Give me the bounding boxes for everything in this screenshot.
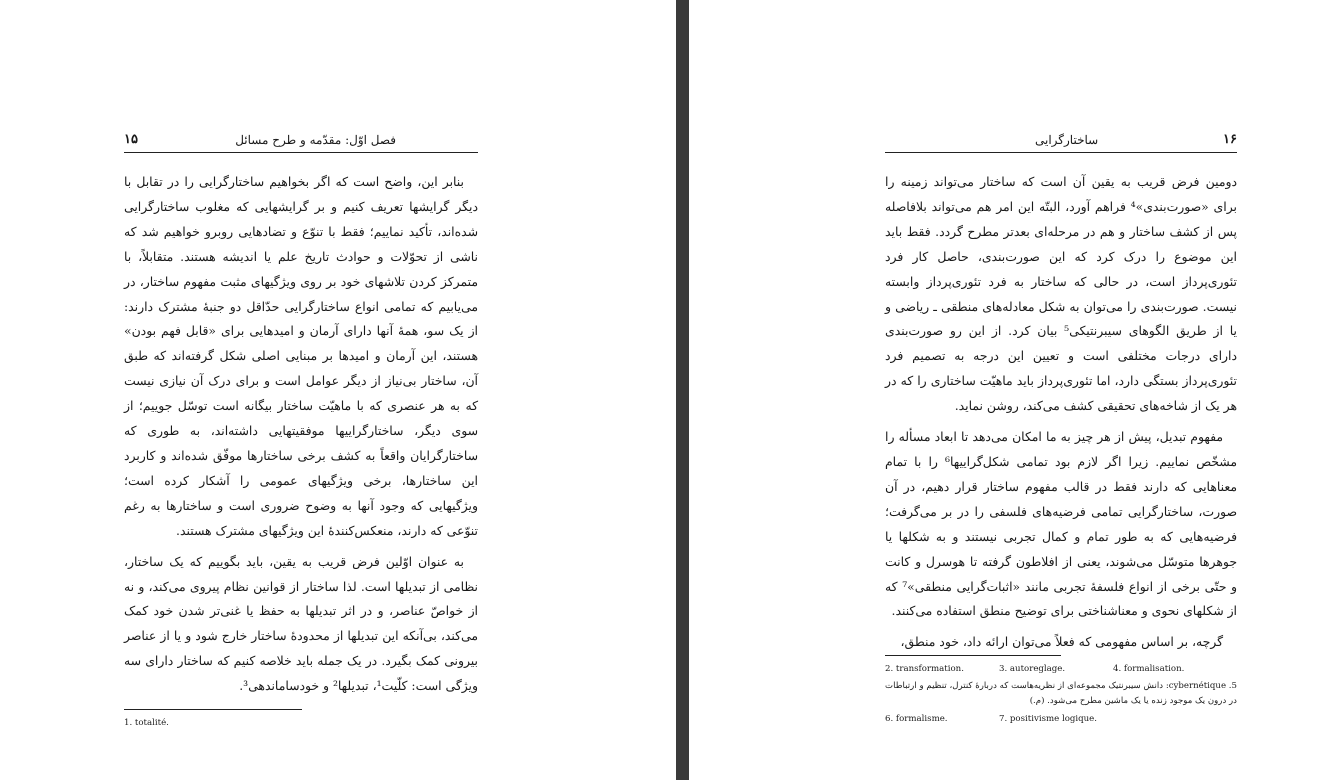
footnote-4: 4. formalisation.	[1113, 664, 1185, 674]
footnote-5: 5. cybernétique: دانش سیبرنتیک مجموعه‌ای از نظریه‌هاست که دربارهٔ کنترل، تنظیم و ارتباطات در درون یک موجود زنده یا یک ماشین مطرح می‌شود. (م.)	[885, 681, 1237, 706]
footnote-row	[885, 662, 1237, 677]
chapter-title: فصل اوّل: مقدّمه و طرح مسائل	[235, 133, 396, 147]
footnote-2: 2. transformation.	[885, 664, 964, 674]
body-text	[124, 170, 478, 705]
running-header	[124, 132, 478, 153]
paragraph: دومین فرض قریب به یقین آن است که ساختار می‌تواند زمینه را برای «صورت‌بندی»⁴ فراهم آورد، البتّه این امر هم می‌تواند بلافاصله پس از کشف ساختار و هم در مرحله‌ای بعدتر مطرح گردد. فقط باید این موضوع را درک کرد که این صورت‌بندی، حاصل کار فرد تئوری‌پرداز است، در حالی که ساختار به فرد تئوری‌پرداز وابسته نیست. صورت‌بندی را می‌توان به شکل معادله‌های منطقی ـ ریاضی و یا از طریق الگوهای سیبرنتیکی⁵ بیان کرد. از این رو صورت‌بندی دارای درجات مختلفی است و تعیین این درجه به تصمیم فرد تئوری‌پرداز بستگی دارد، اما تئوری‌پرداز باید ماهیّت ساختاری را که در هر یک از شاخه‌های تحقیقی کشف می‌کند، روشن نماید.	[885, 174, 1237, 414]
paragraph: بنابر این، واضح است که اگر بخواهیم ساختارگرایی را در تقابل با دیگر گرایشها تعریف کنیم و بر گرایشهایی که مغلوب ساختارگرایی شده‌اند، تأکید نماییم؛ فقط با تنوّع و تضادهایی روبرو خواهیم شد که ناشی از تحوّلات و حوادث تاریخ علم یا اندیشه هستند. متقابلاً، با متمرکز کردن تلاشهای خود بر روی ویژگیهای مثبت مفهوم ساختار، در می‌یابیم که تمامی انواع ساختارگرایی حدّاقل دو جنبهٔ مشترک دارند: از یک سو، همهٔ آنها دارای آرمان و امیدهایی برای «قابل فهم بودن» هستند، این آرمان و امیدها بر مبنایی اصلی شکل گرفته‌اند که طبق آن، ساختار بی‌نیاز از دیگر عوامل است و برای درک آن نیازی نیست که به هر عنصری که با ماهیّت ساختار بیگانه است توسّل جوییم؛ از سوی دیگر، ساختارگراییها موفقیتهایی داشته‌اند، به طوری که ساختارگرایان واقعاً به کشف برخی ساختارها موفّق شده‌اند و کاربرد این ساختارها، برخی ویژگیهای عمومی را آشکار کرده است؛ ویژگیهایی که وجود آنها به وضوح ضروری است و ساختارها به رغم تنوّعی که دارند، منعکس‌کنندهٔ این ویژگیهای مشترک هستند.	[124, 174, 478, 538]
paragraph: مفهوم تبدیل، پیش از هر چیز به ما امکان می‌دهد تا ابعاد مسأله را مشخّص نماییم. زیرا اگر لازم بود تمامی شکل‌گراییها⁶ را با تمام معناهایی که دارند فقط در قالب مفهوم ساختار قرار دهیم، در آن صورت، ساختارگرایی تمامی فرضیه‌های فلسفی را در بر می‌گرفت؛ فرضیه‌هایی که به طور تمام و کمال تجربی نیستند و به شکلها یا جوهرها متوسّل می‌شوند، یعنی از افلاطون گرفته تا هوسرل و کانت و حتّی برخی از انواع فلسفهٔ تجربی مانند «اثبات‌گرایی منطقی»⁷ که از شکلهای نحوی و معناشناختی برای توضیح منطق استفاده می‌کنند.	[885, 429, 1237, 619]
running-header	[885, 132, 1237, 153]
footnote-row	[124, 716, 478, 731]
footnote-7: 7. positivisme logique.	[999, 714, 1097, 724]
page-number: ۱۶	[1223, 132, 1237, 147]
paragraph: به عنوان اوّلین فرض قریب به یقین، باید بگوییم که یک ساختار، نظامی از تبدیلها است. لذا ساختار از قوانین نظام پیروی می‌کند، و نه از خواصّ عناصر، و در اثر تبدیلها به حفظ یا غنی‌تر شدن خود کمک می‌کند، بی‌آنکه این تبدیلها از محدودهٔ ساختار خارج شود و یا از عناصر بیرونی کمک بگیرد. در یک جمله باید خلاصه کنیم که ساختار دارای سه ویژگی است: کلّیت¹، تبدیلها² و خودساماندهی³.	[124, 553, 478, 694]
book-title: ساختارگرایی	[1035, 133, 1099, 147]
footnote-6: 6. formalisme.	[885, 714, 948, 724]
footnote-3: 3. autoreglage.	[999, 664, 1066, 674]
paragraph: گرچه، بر اساس مفهومی که فعلاً می‌توان ارائه داد، خود منطق،	[900, 634, 1223, 650]
footnotes	[885, 662, 1237, 727]
footnote-rule	[885, 655, 1061, 656]
footnote-row	[885, 712, 1237, 727]
footnote-rule	[124, 709, 302, 710]
footnote-1: 1. totalité.	[124, 718, 169, 728]
right-page	[689, 0, 1330, 780]
book-spine	[676, 0, 689, 780]
body-text	[885, 170, 1237, 661]
footnotes	[124, 716, 478, 731]
page-number: ۱۵	[124, 132, 138, 147]
